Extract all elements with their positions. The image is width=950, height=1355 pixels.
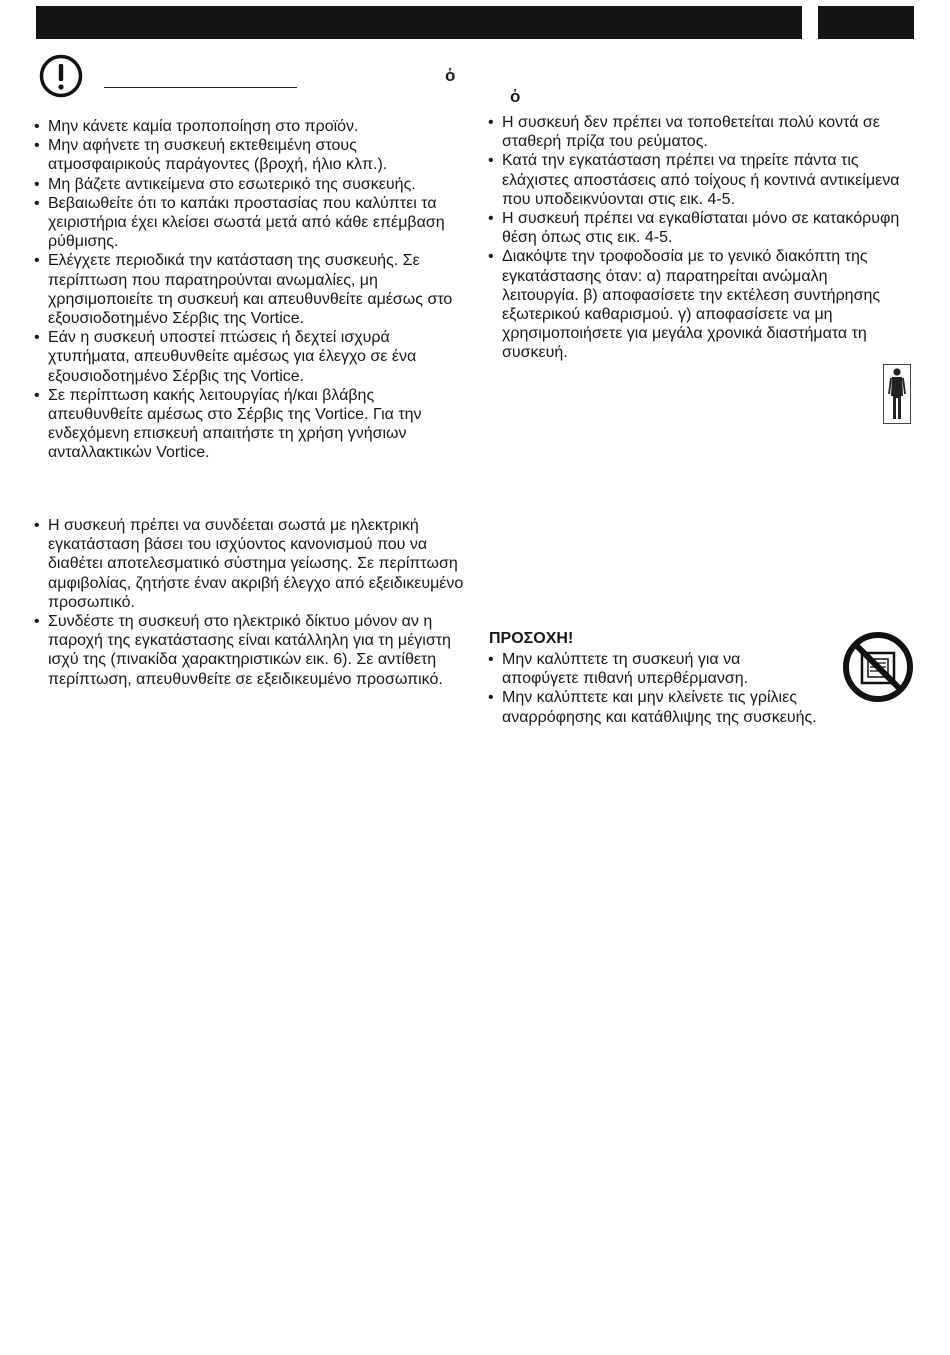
list-item: • Η συσκευή πρέπει να συνδέεται σωστά με ηλεκτρική εγκατάσταση βάσει του ισχύοντος κανονισμού που να διαθέτει αποτελεσματικό σύστημα γείωσης. Σε περίπτωση αμφιβολίας, ζητήστε έναν ακριβή έλεγχο από εξειδικευμένο προσωπικό. [33,516,465,612]
list-item: • Εάν η συσκευή υποστεί πτώσεις ή δεχτεί ισχυρά χτυπήματα, απευθυνθείτε αμέσως για έλεγχο σε ένα εξουσιοδοτημένο Σέρβις της Vortice. [33,328,465,386]
person-standing-icon [883,364,911,424]
safety-list-electrical [33,516,465,689]
list-item: • Ελέγχετε περιοδικά την κατάσταση της συσκευής. Σε περίπτωση που παρατηρούνται ανωμαλίες, μη χρησιμοποιείτε τη συσκευή και απευθυνθείτε αμέσως στο εξουσιοδοτημένο Σέρβις της Vortice. [33,251,465,328]
list-item: • Η συσκευή δεν πρέπει να τοποθετείται πολύ κοντά σε σταθερή πρίζα του ρεύματος. [487,113,907,151]
list-item: • Μην αφήνετε τη συσκευή εκτεθειμένη στους ατμοσφαιρικούς παράγοντες (βροχή, ήλιο κλπ.). [33,136,465,174]
header-bar [36,6,802,39]
list-item: • Μην κάνετε καμία τροποποίηση στο προϊόν. [33,117,465,136]
caution-list [487,650,817,727]
safety-list-installation [487,113,907,363]
list-item: • Κατά την εγκατάσταση πρέπει να τηρείτε πάντα τις ελάχιστες αποστάσεις από τοίχους ή κοντινά αντικείμενα που υποδεικνύονται στις εικ. 4-5. [487,151,907,209]
list-item: • Η συσκευή πρέπει να εγκαθίσταται μόνο σε κατακόρυφη θέση όπως στις εικ. 4-5. [487,209,907,247]
list-item: • Μην καλύπτετε τη συσκευή για να αποφύγετε πιθανή υπερθέρμανση. [487,650,817,688]
section-title-underline [104,87,297,88]
do-not-cover-icon [842,631,914,703]
title-glyph: ὁ [445,66,456,85]
list-item: • Σε περίπτωση κακής λειτουργίας ή/και βλάβης απευθυνθείτε αμέσως στο Σέρβις της Vortice. Για την ενδεχόμενη επισκευή απαιτήστε τη χρήση γνήσιων ανταλλακτικών Vortice. [33,386,465,463]
title-glyph: ὁ [510,87,521,106]
page-number-bar [818,6,914,39]
list-item: • Βεβαιωθείτε ότι το καπάκι προστασίας που καλύπτει τα χειριστήρια έχει κλείσει σωστά μετά από κάθε επέμβαση ρύθμισης. [33,194,465,252]
list-item: • Συνδέστε τη συσκευή στο ηλεκτρικό δίκτυο μόνον αν η παροχή της εγκατάστασης είναι κατάλληλη για τη μέγιστη ισχύ της (πινακίδα χαρακτηριστικών εικ. 6). Σε αντίθετη περίπτωση, απευθυνθείτε σε εξειδικευμένο προσωπικό. [33,612,465,689]
list-item: • Μην καλύπτετε και μην κλείνετε τις γρίλιες αναρρόφησης και κατάθλιψης της συσκευής. [487,688,817,726]
list-item: • Διακόψτε την τροφοδοσία με το γενικό διακόπτη της εγκατάστασης όταν: α) παρατηρείται ανώμαλη λειτουργία. β) αποφασίσετε την εκτέλεση συντήρησης εξωτερικού καθαρισμού. γ) αποφασίσετε να μη χρησιμοποιήσετε για μεγάλα χρονικά διαστήματα τη συσκευή. [487,247,907,362]
caution-heading: ΠΡΟΣΟΧΗ! [489,630,574,647]
list-item: • Μη βάζετε αντικείμενα στο εσωτερικό της συσκευής. [33,175,465,194]
safety-list-general [33,117,465,463]
exclamation-circle-icon [39,54,83,98]
